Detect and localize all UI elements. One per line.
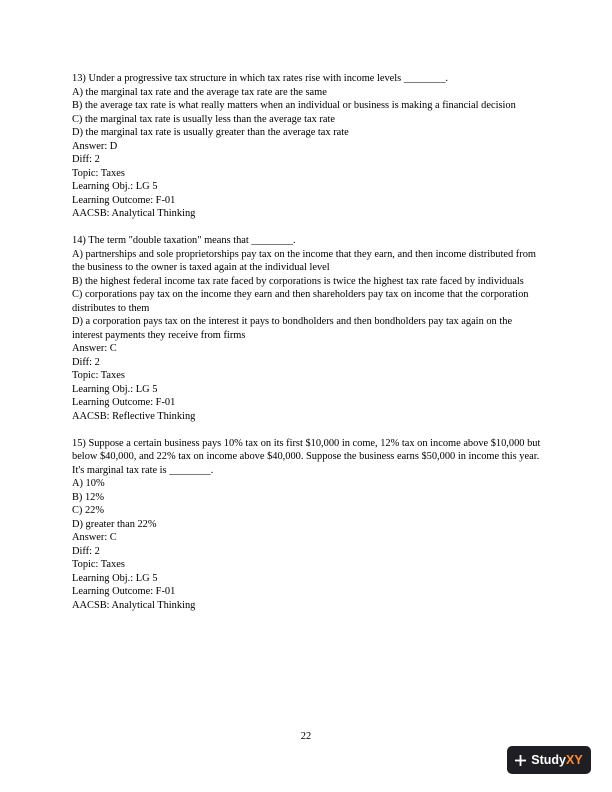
answer-option: C) 22% [72, 505, 105, 516]
studyxy-badge[interactable] [507, 746, 591, 774]
brand-name [531, 753, 582, 767]
question-meta-line: Learning Outcome: F-01 [72, 397, 176, 408]
question-stem: 15) Suppose a certain business pays 10% tax on its first $10,000 in come, 12% tax on income above $10,000 but below $40,000, and 22% tax on income above $40,000. Suppose the business earns $50,000 in income this year. It's marginal tax rate is ________. [72, 437, 541, 476]
question-meta-line: AACSB: Analytical Thinking [72, 208, 196, 219]
question-stem: 13) Under a progressive tax structure in which tax rates rise with income levels ________. [72, 73, 448, 84]
answer-option: C) the marginal tax rate is usually less than the average tax rate [72, 113, 335, 125]
answer-option: D) a corporation pays tax on the interest it pays to bondholders and then bondholders pay tax again on the interest payments they receive from firms [72, 316, 513, 341]
page-number: 22 [300, 731, 312, 742]
brand-name-accent: XY [566, 753, 583, 767]
answer-option: A) partnerships and sole proprietorships pay tax on the income that they earn, and then income distributed from the business to the owner is taxed again at the individual level [72, 248, 536, 273]
question-meta-line: Answer: C [72, 532, 117, 543]
answer-option: B) 12% [72, 491, 105, 503]
question-block [72, 72, 542, 221]
answer-option: A) the marginal tax rate and the average tax rate are the same [72, 86, 327, 98]
answer-option: C) corporations pay tax on the income they earn and then shareholders pay tax on income that the corporation distributes to them [72, 289, 529, 314]
question-block [72, 234, 542, 423]
answer-option: B) the average tax rate is what really matters when an individual or business is making a financial decision [72, 100, 516, 111]
question-stem: 14) The term "double taxation" means that ________. [72, 235, 296, 246]
question-block [72, 437, 542, 613]
question-meta-line: Diff: 2 [72, 154, 100, 165]
plus-icon [515, 755, 526, 766]
answer-option: A) 10% [72, 478, 105, 489]
brand-name-main: Study [531, 753, 567, 767]
question-meta-line: Learning Obj.: LG 5 [72, 181, 158, 192]
question-meta-line: Topic: Taxes [72, 370, 125, 381]
question-meta-line: Diff: 2 [72, 545, 100, 557]
answer-option: D) greater than 22% [72, 518, 157, 530]
question-meta-line: Answer: D [72, 140, 118, 152]
question-meta-line: Learning Obj.: LG 5 [72, 383, 158, 395]
question-meta-line: Topic: Taxes [72, 559, 125, 570]
question-meta-line: Topic: Taxes [72, 167, 125, 179]
question-meta-line: Learning Outcome: F-01 [72, 194, 176, 206]
question-meta-line: AACSB: Analytical Thinking [72, 599, 196, 611]
question-meta-line: Learning Obj.: LG 5 [72, 572, 158, 584]
question-list [72, 72, 542, 626]
answer-option: B) the highest federal income tax rate faced by corporations is twice the highest tax rate faced by individuals [72, 275, 524, 287]
question-meta-line: Answer: C [72, 343, 117, 354]
question-meta-line: Diff: 2 [72, 356, 100, 368]
question-meta-line: Learning Outcome: F-01 [72, 586, 176, 597]
question-meta-line: AACSB: Reflective Thinking [72, 410, 196, 422]
answer-option: D) the marginal tax rate is usually greater than the average tax rate [72, 127, 349, 138]
